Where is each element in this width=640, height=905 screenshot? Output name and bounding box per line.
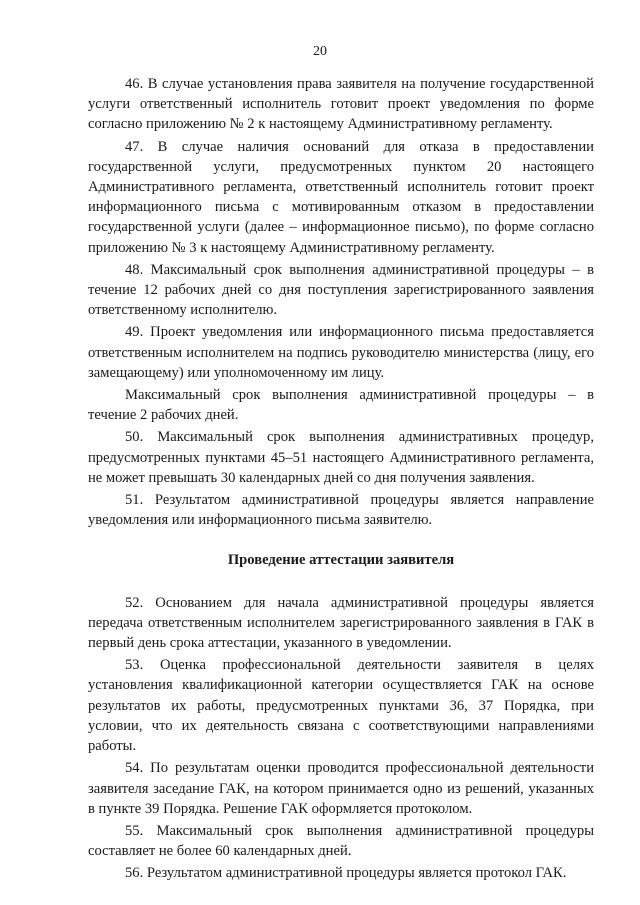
paragraph-49: 49. Проект уведомления или информационного письма предоставляется ответственным исполнителем на подпись руководителю министерства (лицу, его замещающему) или уполномоченному им лицу.	[88, 324, 594, 381]
paragraph-55: 55. Максимальный срок выполнения административной процедуры составляет не более 60 календарных дней.	[88, 822, 594, 860]
paragraph-48: 48. Максимальный срок выполнения административной процедуры – в течение 12 рабочих дней со дня поступления зарегистрированного заявления ответственному исполнителю.	[88, 261, 594, 319]
document-body	[88, 72, 594, 884]
section-heading: Проведение аттестации заявителя	[227, 552, 455, 569]
paragraph-52: 52. Основанием для начала административной процедуры является передача ответственным исполнителем зарегистрированного заявления в ГАК в первый день срока аттестации, указанного в уведомлении.	[88, 594, 594, 652]
paragraph-53: 53. Оценка профессиональной деятельности заявителя в целях установления квалификационной категории осуществляется ГАК на основе результатов их работы, предусмотренных пунктами 36, 37 Порядка, при условии, что их деятельность связана с соответствующими направлениями работы.	[88, 657, 594, 755]
paragraph-47: 47. В случае наличия оснований для отказа в предоставлении государственной услуги, предусмотренных пунктом 20 настоящего Административного регламента, ответственный исполнитель готовит проект информационного письма с мотивированным отказом в предоставлении государственной услуги (далее – информационное письмо), по форме согласно приложению № 3 к настоящему Административному регламенту.	[88, 138, 594, 256]
paragraph-49-term: Максимальный срок выполнения административной процедуры – в течение 2 рабочих дней.	[88, 387, 594, 424]
paragraph-54: 54. По результатам оценки проводится профессиональной деятельности заявителя заседание ГАК, на котором принимается одно из решений, указанных в пункте 39 Порядка. Решение ГАК оформляется протоколом.	[88, 760, 594, 817]
page-number: 20	[313, 44, 327, 59]
paragraph-46: 46. В случае установления права заявителя на получение государственной услуги ответственный исполнитель готовит проект уведомления по форме согласно приложению № 2 к настоящему Административному регламенту.	[88, 76, 594, 133]
paragraph-50: 50. Максимальный срок выполнения административных процедур, предусмотренных пунктами 45–51 настоящего Административного регламента, не может превышать 30 календарных дней со дня получения заявления.	[88, 429, 594, 486]
paragraph-56: 56. Результатом административной процедуры является протокол ГАК.	[125, 865, 567, 882]
paragraph-51: 51. Результатом административной процедуры является направление уведомления или информационного письма заявителю.	[88, 492, 594, 529]
